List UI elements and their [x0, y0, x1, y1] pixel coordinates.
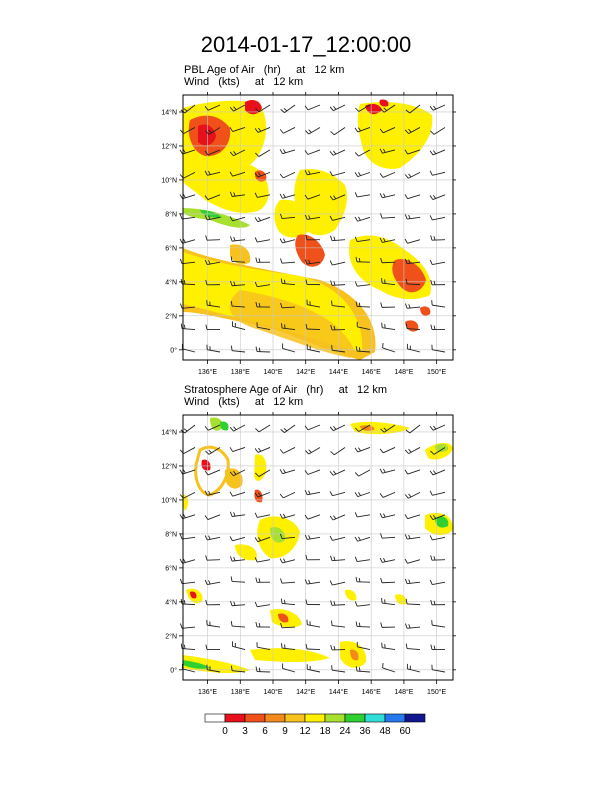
strat-wind-barb	[281, 425, 295, 433]
strat-wind-barb	[430, 491, 445, 495]
strat-wind-barb	[280, 558, 295, 562]
strat-wind-barb	[355, 602, 370, 607]
strat-lat-label: 14°N	[161, 429, 177, 437]
pbl-lon-label: 148°E	[394, 369, 414, 376]
pbl-wind-barb	[283, 343, 295, 352]
colorbar-box	[285, 714, 305, 722]
strat-wind-barb	[431, 555, 445, 560]
pbl-wind-barb	[432, 345, 445, 352]
pbl-wind-barb	[280, 172, 295, 178]
pbl-wind-barb	[430, 260, 445, 265]
strat-wind-barb	[256, 667, 270, 672]
strat-wind-barb	[231, 576, 245, 582]
pbl-wind-barb	[230, 236, 245, 241]
pbl-wind-barb	[431, 280, 445, 285]
pbl-age-map	[150, 90, 470, 390]
panel1-title-line1: PBL Age of Air (hr) at 12 km	[184, 64, 345, 76]
pbl-wind-barb	[431, 325, 445, 330]
pbl-wind-barb	[255, 217, 270, 221]
pbl-lon-label: 140°E	[263, 369, 283, 376]
colorbar-label: 9	[282, 726, 288, 737]
strat-wind-barb	[180, 470, 195, 474]
strat-wind-barb	[305, 470, 320, 475]
strat-wind-barb	[280, 469, 295, 473]
colorbar-label: 18	[319, 726, 331, 737]
strat-wind-barb	[432, 620, 445, 627]
strat-wind-barb	[330, 425, 345, 431]
strat-wind-barb	[383, 663, 395, 672]
stratosphere-age-map	[150, 410, 470, 710]
pbl-wind-barb	[305, 127, 320, 134]
strat-wind-barb	[306, 644, 320, 649]
pbl-wind-barb	[330, 261, 345, 265]
age-colorbar	[195, 712, 445, 744]
pbl-wind-barb	[430, 127, 445, 134]
strat-lat-label: 10°N	[161, 497, 177, 505]
pbl-wind-barb	[180, 239, 195, 243]
strat-wind-barb	[305, 535, 320, 540]
pbl-wind-barb	[330, 171, 345, 175]
strat-lon-label: 138°E	[230, 689, 250, 696]
pbl-wind-barb	[280, 149, 295, 153]
strat-wind-barb	[405, 534, 420, 539]
strat-wind-barb	[280, 578, 295, 583]
pbl-wind-barb	[280, 127, 295, 133]
pbl-wind-barb	[405, 194, 420, 198]
pbl-wind-barb	[383, 343, 395, 352]
strat-lon-label: 142°E	[296, 689, 316, 696]
panel2-title-line1: Stratosphere Age of Air (hr) at 12 km	[184, 384, 387, 396]
strat-lon-label: 148°E	[394, 689, 414, 696]
strat-lon-label: 136°E	[197, 689, 218, 696]
strat-wind-barb	[355, 470, 370, 476]
strat-wind-barb	[230, 492, 245, 496]
stratosphere-wind-barbs	[180, 425, 445, 672]
strat-wind-barb	[305, 579, 320, 584]
strat-wind-barb	[330, 491, 345, 495]
strat-wind-barb	[180, 559, 195, 563]
strat-wind-barb	[355, 557, 370, 562]
strat-wind-barb	[405, 470, 420, 474]
pbl-lat-label: 6°N	[165, 245, 177, 253]
strat-wind-barb	[232, 641, 245, 649]
pbl-wind-barb	[405, 214, 420, 219]
panel1-title-line2: Wind (kts) at 12 km	[184, 76, 304, 88]
strat-lon-label: 144°E	[328, 689, 349, 696]
strat-wind-barb	[207, 620, 220, 627]
strat-lat-label: 12°N	[161, 463, 177, 471]
colorbar-box	[265, 714, 285, 722]
strat-wind-barb	[405, 447, 420, 453]
stratosphere-age-field	[183, 417, 453, 673]
pbl-wind-barb	[405, 304, 420, 309]
colorbar-label: 12	[299, 726, 311, 737]
strat-wind-barb	[255, 425, 270, 432]
strat-wind-barb	[430, 470, 445, 475]
colorbar-box	[405, 714, 425, 722]
pbl-wind-barb	[355, 172, 370, 176]
strat-wind-barb	[432, 665, 445, 672]
colorbar-box	[345, 714, 365, 722]
strat-wind-barb	[256, 622, 270, 627]
strat-wind-barb	[255, 447, 270, 452]
colorbar-boxes	[205, 714, 425, 722]
strat-lon-label: 146°E	[361, 689, 381, 696]
strat-wind-barb	[407, 664, 420, 672]
pbl-wind-barb	[206, 325, 220, 330]
pbl-lon-label: 150°E	[427, 369, 447, 376]
strat-wind-barb	[306, 555, 320, 560]
strat-wind-barb	[380, 492, 395, 497]
pbl-wind-barb	[380, 193, 395, 197]
strat-wind-barb	[330, 581, 345, 585]
pbl-wind-barb	[330, 105, 345, 111]
pbl-wind-barb	[355, 217, 370, 221]
colorbar-label: 6	[262, 726, 268, 737]
strat-lat-label: 2°N	[165, 633, 177, 641]
colorbar-label: 48	[379, 726, 391, 737]
pbl-lat-label: 12°N	[161, 143, 177, 151]
strat-wind-barb	[431, 645, 445, 650]
strat-wind-barb	[330, 515, 345, 520]
pbl-wind-barb	[305, 150, 320, 155]
strat-wind-barb	[380, 447, 395, 452]
strat-wind-barb	[382, 643, 395, 650]
strat-wind-barb	[180, 514, 195, 518]
strat-wind-barb	[331, 600, 345, 605]
pbl-wind-barb	[207, 345, 220, 352]
strat-lat-label: 4°N	[165, 599, 177, 607]
strat-wind-barb	[355, 492, 370, 496]
colorbar-box	[225, 714, 245, 722]
strat-wind-barb	[406, 644, 420, 650]
pbl-wind-barb	[256, 347, 270, 352]
strat-wind-barb	[430, 535, 445, 540]
pbl-wind-barb	[305, 105, 320, 110]
strat-wind-barb	[307, 620, 320, 627]
pbl-lon-label: 138°E	[230, 369, 250, 376]
pbl-wind-barb	[382, 323, 395, 330]
strat-lon-label: 140°E	[263, 689, 283, 696]
strat-wind-barb	[256, 577, 270, 582]
pbl-wind-barb	[182, 344, 195, 352]
strat-wind-barb	[281, 643, 295, 649]
pbl-lon-label: 136°E	[197, 369, 218, 376]
pbl-lat-label: 8°N	[165, 211, 177, 219]
strat-wind-barb	[330, 470, 345, 475]
pbl-wind-barb	[180, 194, 195, 198]
pbl-wind-barb	[407, 344, 420, 352]
colorbar-box	[325, 714, 345, 722]
colorbar-label: 0	[222, 726, 228, 737]
pbl-wind-barb	[331, 236, 345, 241]
strat-wind-barb	[380, 513, 395, 517]
pbl-wind-barb	[331, 127, 345, 134]
strat-wind-barb	[305, 447, 320, 454]
colorbar-box	[365, 714, 385, 722]
pbl-lon-label: 142°E	[296, 369, 316, 376]
colorbar-box	[205, 714, 225, 722]
pbl-wind-barb	[280, 238, 295, 242]
pbl-lon-label: 146°E	[361, 369, 381, 376]
strat-lat-label: 0°	[170, 667, 177, 675]
strat-lat-label: 6°N	[165, 565, 177, 573]
strat-wind-barb	[381, 623, 395, 628]
pbl-wind-barb	[256, 257, 270, 262]
pbl-lat-label: 2°N	[165, 313, 177, 321]
pbl-wind-barb	[280, 258, 295, 263]
strat-wind-barb	[331, 556, 345, 561]
strat-wind-barb	[230, 536, 245, 540]
strat-wind-barb	[305, 425, 320, 430]
pbl-wind-barb	[430, 150, 445, 155]
strat-wind-barb	[382, 598, 395, 605]
pbl-wind-barb	[430, 215, 445, 220]
colorbar-box	[305, 714, 325, 722]
strat-lat-label: 8°N	[165, 531, 177, 539]
strat-wind-barb	[307, 664, 320, 672]
colorbar-label: 24	[339, 726, 351, 737]
strat-wind-barb	[180, 492, 195, 498]
panel2-title-line2: Wind (kts) at 12 km	[184, 396, 304, 408]
strat-wind-barb	[380, 469, 395, 473]
strat-wind-barb	[356, 622, 370, 628]
strat-wind-barb	[405, 559, 420, 563]
pbl-wind-barb	[432, 300, 445, 307]
strat-wind-barb	[405, 579, 420, 584]
strat-wind-barb	[381, 578, 395, 583]
strat-wind-barb	[255, 557, 270, 562]
strat-wind-barb	[431, 600, 445, 605]
pbl-wind-barb	[281, 105, 295, 113]
pbl-lat-label: 10°N	[161, 177, 177, 185]
strat-wind-barb	[180, 447, 195, 453]
strat-wind-barb	[330, 536, 345, 540]
strat-wind-barb	[280, 492, 295, 498]
pbl-wind-barb	[431, 235, 445, 240]
pbl-wind-barb	[430, 195, 445, 200]
pbl-lon-label: 144°E	[328, 369, 349, 376]
pbl-lat-label: 0°	[170, 347, 177, 355]
strat-wind-barb	[405, 624, 420, 629]
colorbar-box	[385, 714, 405, 722]
strat-wind-barb	[206, 645, 220, 650]
pbl-lat-label: 14°N	[161, 109, 177, 117]
main-title: 2014-01-17_12:00:00	[200, 32, 412, 57]
colorbar-label: 3	[242, 726, 248, 737]
pbl-wind-barb	[380, 172, 395, 177]
pbl-wind-barb	[430, 105, 445, 110]
pbl-wind-barb	[255, 237, 270, 242]
pbl-wind-barb	[331, 280, 345, 285]
strat-wind-barb	[230, 447, 245, 451]
strat-wind-barb	[355, 512, 370, 517]
pbl-wind-barb	[405, 172, 420, 178]
strat-lon-label: 150°E	[427, 689, 447, 696]
strat-wind-barb	[331, 447, 345, 454]
strat-wind-barb	[405, 514, 420, 518]
strat-wind-barb	[255, 513, 270, 518]
strat-wind-barb	[305, 490, 320, 495]
pbl-wind-barb	[405, 239, 420, 243]
pbl-age-field	[183, 99, 432, 360]
strat-wind-barb	[356, 577, 370, 582]
pbl-wind-barb	[231, 346, 245, 352]
strat-wind-barb	[280, 447, 295, 453]
pbl-wind-barb	[355, 192, 370, 197]
pbl-lat-label: 4°N	[165, 279, 177, 287]
colorbar-label: 60	[399, 726, 411, 737]
strat-wind-barb	[430, 580, 445, 585]
colorbar-label: 36	[359, 726, 371, 737]
colorbar-box	[245, 714, 265, 722]
strat-wind-barb	[255, 602, 270, 607]
strat-wind-barb	[231, 621, 245, 627]
strat-wind-barb	[355, 537, 370, 541]
strat-wind-barb	[305, 515, 320, 519]
pbl-wind-barb	[430, 171, 445, 175]
strat-wind-barb	[380, 558, 395, 563]
pbl-wind-barb	[330, 150, 345, 155]
strat-wind-barb	[430, 425, 445, 430]
strat-wind-barb	[206, 600, 220, 605]
pbl-wind-barb	[280, 194, 295, 198]
colorbar-labels	[222, 726, 411, 737]
strat-wind-barb	[355, 447, 370, 452]
strat-wind-barb	[405, 492, 420, 498]
strat-wind-barb	[230, 512, 245, 517]
strat-wind-barb	[230, 425, 245, 431]
strat-wind-barb	[283, 663, 295, 672]
pbl-wind-barb	[381, 303, 395, 308]
strat-wind-barb	[280, 514, 295, 518]
